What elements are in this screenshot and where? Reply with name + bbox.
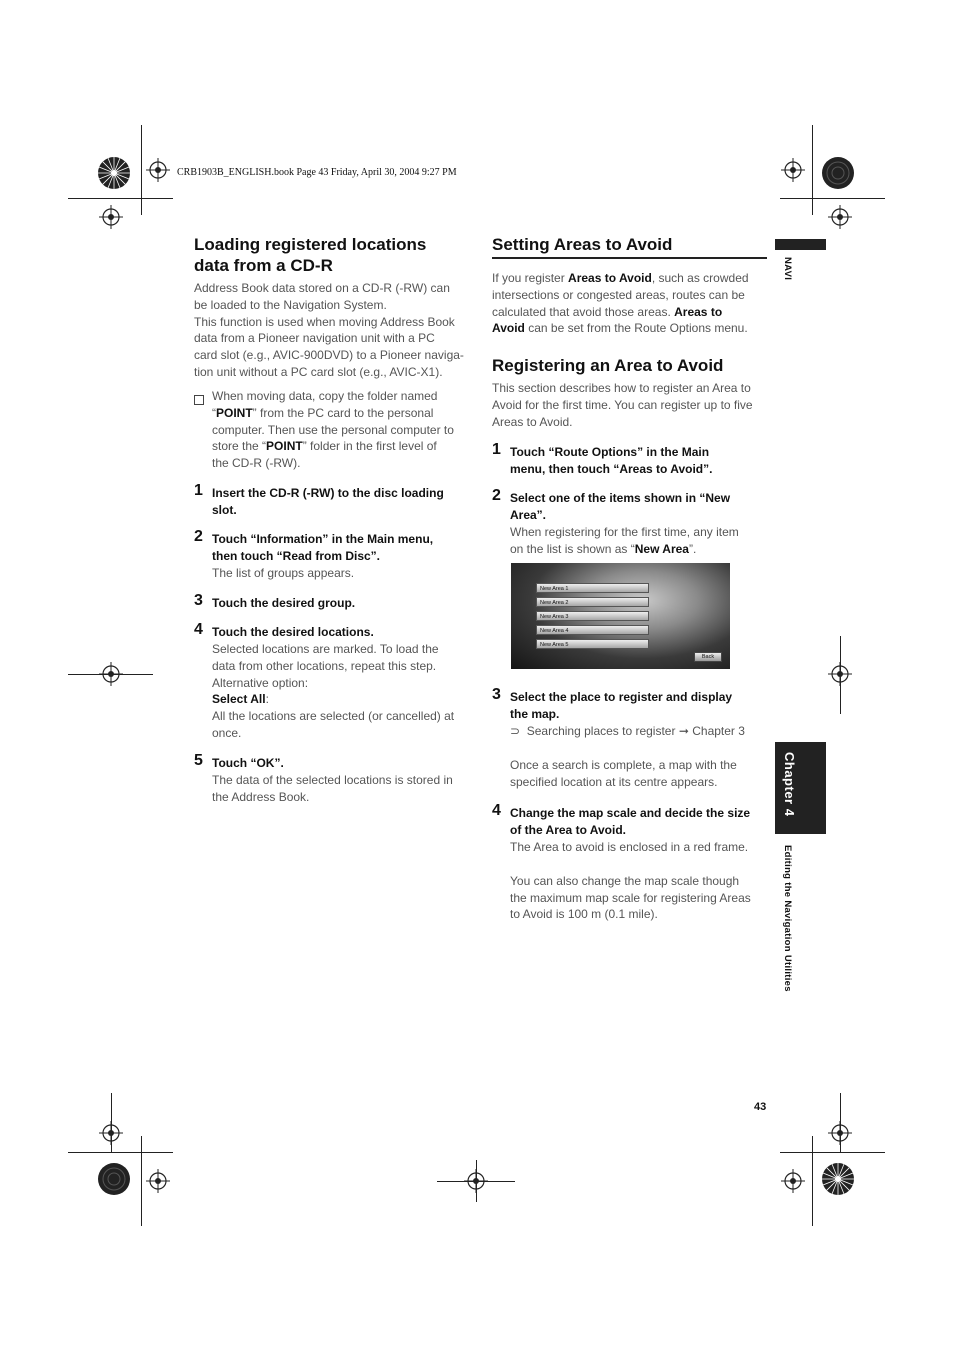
new-area-item[interactable]: New Area 5 xyxy=(536,639,649,649)
step-number: 4 xyxy=(492,802,501,819)
crop-line xyxy=(141,1136,142,1226)
sunburst-registration-icon xyxy=(97,1162,131,1196)
crop-line xyxy=(68,674,153,675)
chapter-label: Chapter 4 xyxy=(782,752,797,817)
step-insert-disc: Insert the CD-R (-RW) to the disc loading slot. xyxy=(212,486,444,517)
subsection-title-register: Registering an Area to Avoid xyxy=(492,356,724,375)
arrow-icon: ➞ xyxy=(678,724,689,738)
crop-line xyxy=(780,1152,885,1153)
step-select-new-area: Select one of the items shown in “New Area”. When registering for the first time, any item on the list is shown as “New Area”. xyxy=(510,491,739,556)
subsection xyxy=(492,355,768,376)
crop-line xyxy=(840,1093,841,1153)
new-area-item[interactable]: New Area 3 xyxy=(536,611,649,621)
file-info-header: CRB1903B_ENGLISH.book Page 43 Friday, April 30, 2004 9:27 PM xyxy=(177,167,457,178)
crop-line xyxy=(111,1093,112,1153)
sunburst-registration-icon xyxy=(97,156,131,190)
crop-line xyxy=(812,1136,813,1226)
page-number: 43 xyxy=(754,1101,767,1113)
right-column xyxy=(492,234,768,255)
step-number: 1 xyxy=(194,482,203,499)
section-label: NAVI xyxy=(782,257,793,281)
section-rule xyxy=(492,257,767,259)
crop-line xyxy=(476,1160,477,1202)
crosshair-registration-icon xyxy=(781,158,805,182)
step-number: 5 xyxy=(194,752,203,769)
sunburst-registration-icon xyxy=(821,1162,855,1196)
avoid-intro: If you register Areas to Avoid, such as crowded intersections or congested areas, routes can be calculated that avoid those areas. Areas to Avoid can be set from the Route Options menu. xyxy=(492,271,749,336)
crop-line xyxy=(68,198,173,199)
areas-to-avoid-screenshot xyxy=(511,563,730,669)
crop-line xyxy=(812,125,813,215)
step-number: 3 xyxy=(492,686,501,703)
crop-line xyxy=(840,636,841,714)
back-button[interactable]: Back xyxy=(694,652,722,662)
register-intro: This section describes how to register an Area to Avoid for the first time. You can register up to five Areas to Avoid. xyxy=(492,381,753,429)
step-number: 1 xyxy=(492,441,501,458)
crosshair-registration-icon xyxy=(828,205,852,229)
step-touch-information: Touch “Information” in the Main menu, then touch “Read from Disc”. The list of groups appears. xyxy=(212,532,434,580)
step-route-options: Touch “Route Options” in the Main menu, then touch “Areas to Avoid”. xyxy=(510,445,713,476)
step-number: 2 xyxy=(492,487,501,504)
note-checkbox-icon xyxy=(194,392,210,409)
crosshair-registration-icon xyxy=(146,1169,170,1193)
navi-tab-bar xyxy=(775,239,826,250)
crosshair-registration-icon xyxy=(781,1169,805,1193)
step-touch-locations: Touch the desired locations. Selected locations are marked. To load the data from other locations, repeat this step. Alternative option: Select All: All the locations are selected (or cancelled) at once. xyxy=(212,625,455,740)
crosshair-registration-icon xyxy=(99,205,123,229)
new-area-item[interactable]: New Area 1 xyxy=(536,583,649,593)
step-select-place: Select the place to register and display the map. ⊃ Searching places to register ➞ Chapter 3 Once a search is complete, a map with the specified location at its centre appears. xyxy=(510,690,745,789)
step-number: 3 xyxy=(194,592,203,609)
step-change-scale: Change the map scale and decide the size of the Area to Avoid. The Area to avoid is enclosed in a red frame. You can also change the map scale though the maximum map scale for registering Areas to Avoid is 100 m (0.1 mile). xyxy=(510,806,751,922)
new-area-item[interactable]: New Area 4 xyxy=(536,625,649,635)
loading-intro: Address Book data stored on a CD-R (-RW) can be loaded to the Navigation System. This function is used when moving Address Book data from a Pioneer navigation unit with a PC card slot (e.g., AVIC-900DVD) to a Pioneer naviga- tion unit without a PC card slot (e.g., AVIC-X1). xyxy=(194,281,464,379)
left-column xyxy=(194,234,474,276)
crop-line xyxy=(780,198,885,199)
chapter-title: Editing the Navigation Utilities xyxy=(782,845,793,992)
new-area-item[interactable]: New Area 2 xyxy=(536,597,649,607)
step-touch-ok: Touch “OK”. The data of the selected locations is stored in the Address Book. xyxy=(212,756,453,804)
step-number: 2 xyxy=(194,528,203,545)
reference-icon: ⊃ xyxy=(510,724,521,738)
section-title-loading: Loading registered locations data from a CD-R xyxy=(194,235,427,275)
sunburst-registration-icon xyxy=(821,156,855,190)
crop-line xyxy=(68,1152,173,1153)
section-title-avoid: Setting Areas to Avoid xyxy=(492,235,673,254)
step-number: 4 xyxy=(194,621,203,638)
step-touch-group: Touch the desired group. xyxy=(212,596,356,610)
note: When moving data, copy the folder named “POINT” from the PC card to the personal computer. Then use the personal computer to store the “POINT” folder in the first level of the CD-R (-RW). xyxy=(194,388,476,472)
crosshair-registration-icon xyxy=(146,158,170,182)
crop-line xyxy=(141,125,142,215)
